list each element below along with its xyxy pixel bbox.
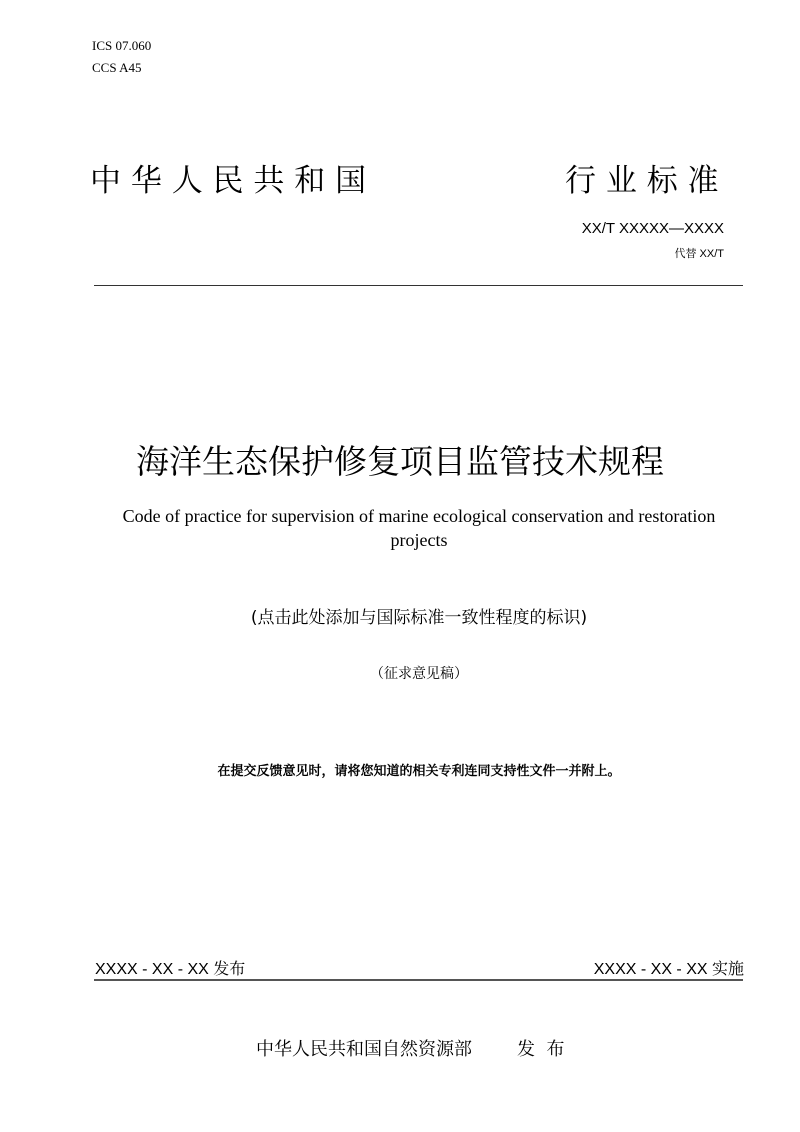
- issue-label: 发 布: [517, 1039, 565, 1060]
- issuer-name: 中华人民共和国自然资源部: [256, 1039, 472, 1060]
- title-en-line1: Code of practice for supervision of marine ecological conservation and restoration: [122, 506, 716, 526]
- replaces-code: 代替 XX/T: [674, 248, 724, 260]
- effective-date: XXXX - XX - XX 实施: [593, 961, 744, 978]
- ics-code: ICS 07.060: [92, 38, 152, 53]
- title-en-line2: projects: [390, 530, 448, 550]
- standard-code: XX/T XXXXX—XXXX: [581, 220, 724, 237]
- standard-type: 行 业 标 准: [565, 163, 719, 199]
- draft-label: （征求意见稿）: [370, 666, 468, 682]
- footer-divider: [94, 979, 743, 981]
- patent-notice: 在提交反馈意见时，请将您知道的相关专利连同支持性文件一并附上。: [217, 764, 621, 779]
- title-zh: 海洋生态保护修复项目监管技术规程: [136, 442, 664, 481]
- header-divider: [94, 285, 743, 286]
- country-name: 中 华 人 民 共 和 国: [90, 163, 367, 199]
- ccs-code: CCS A45: [92, 60, 142, 75]
- publish-date: XXXX - XX - XX 发布: [95, 961, 246, 978]
- consistency-marker[interactable]: (点击此处添加与国际标准一致性程度的标识): [250, 608, 588, 628]
